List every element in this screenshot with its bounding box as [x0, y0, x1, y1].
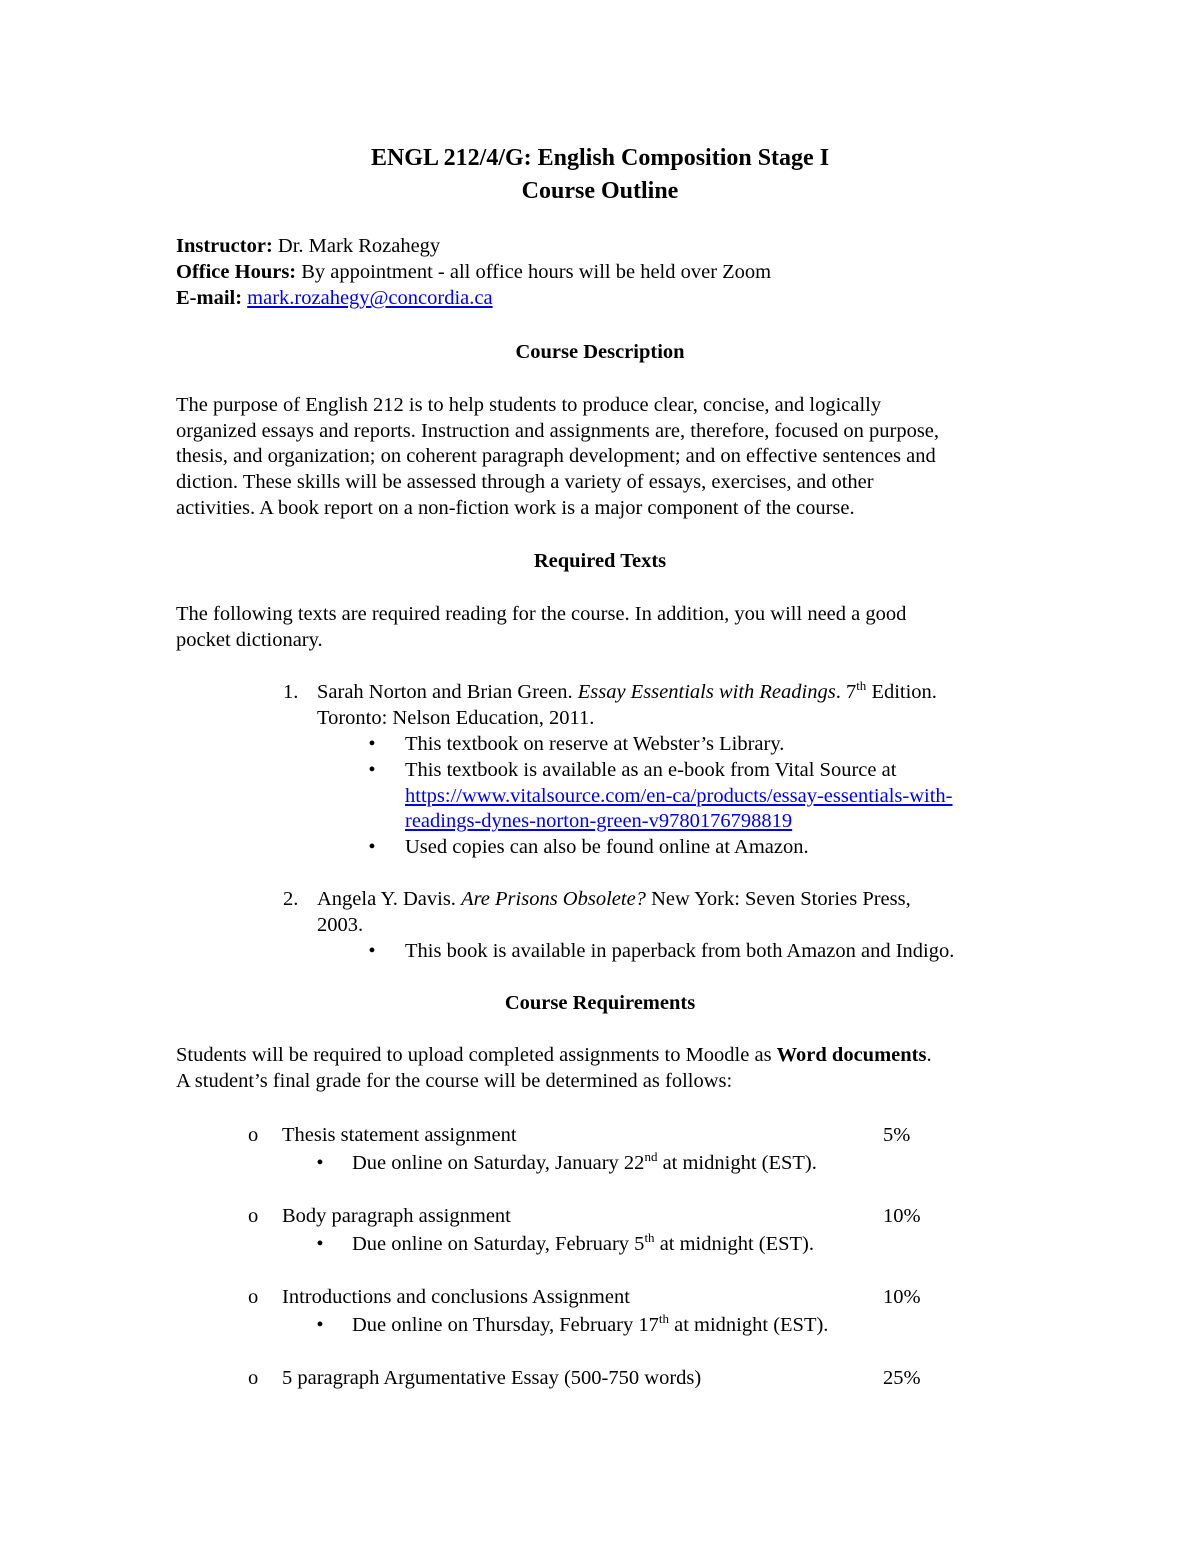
description-line: activities. A book report on a non-fiction work is a major component of the course. [176, 497, 855, 519]
due-date-text: Due online on Saturday, February 5 [352, 1233, 645, 1255]
grade-item-name: Body paragraph assignment [282, 1205, 511, 1227]
book-1-publisher: Toronto: Nelson Education, 2011. [317, 707, 595, 729]
book-1-note: This textbook is available as an e-book from Vital Source at [405, 759, 897, 781]
book-2-title: Are Prisons Obsolete? [461, 888, 646, 910]
description-line: The purpose of English 212 is to help students to produce clear, concise, and logically [176, 394, 882, 416]
office-hours-label: Office Hours: [176, 261, 297, 283]
course-description-heading: Course Description [515, 341, 685, 363]
circle-bullet-icon: o [248, 1286, 259, 1308]
grade-item-weight: 10% [883, 1286, 921, 1308]
grade-item-due [352, 1312, 828, 1338]
bullet-icon: • [316, 1314, 324, 1336]
book-1-edition-rest: Edition. [866, 681, 937, 703]
grade-item-weight: 25% [883, 1367, 921, 1389]
document-subtitle: Course Outline [521, 178, 679, 204]
document-title: ENGL 212/4/G: English Composition Stage I [370, 145, 830, 171]
email-link[interactable]: mark.rozahegy@concordia.ca [247, 287, 493, 309]
required-texts-heading: Required Texts [533, 550, 667, 572]
bullet-icon: • [316, 1233, 324, 1255]
texts-intro-line: pocket dictionary. [176, 629, 323, 651]
grade-item-due [352, 1150, 817, 1176]
email-line [176, 285, 493, 311]
instructor-name: Dr. Mark Rozahegy [277, 235, 441, 257]
bullet-icon: • [316, 1152, 324, 1174]
office-hours-value: By appointment - all office hours will be held over Zoom [301, 261, 772, 283]
course-requirements-heading: Course Requirements [504, 992, 696, 1014]
book-1-authors: Sarah Norton and Brian Green. [317, 681, 578, 703]
book-1-note: Used copies can also be found online at Amazon. [405, 836, 809, 858]
bullet-icon: • [368, 836, 376, 858]
grade-item-name: Thesis statement assignment [282, 1124, 517, 1146]
due-time-text: at midnight (EST). [654, 1233, 814, 1255]
requirements-intro-text: Students will be required to upload completed assignments to Moodle as [176, 1044, 777, 1066]
due-date-text: Due online on Saturday, January 22 [352, 1152, 645, 1174]
book-2-number: 2. [283, 888, 299, 910]
vitalsource-link-cont[interactable] [405, 808, 792, 834]
vitalsource-link-part1[interactable]: https://www.vitalsource.com/en-ca/products/essay-essentials-with- [405, 785, 953, 807]
vitalsource-link[interactable] [405, 783, 952, 809]
grade-item-due [352, 1231, 814, 1257]
due-date-suffix: th [644, 1230, 655, 1245]
bullet-icon: • [368, 733, 376, 755]
instructor-line [176, 233, 440, 259]
bullet-icon: • [368, 759, 376, 781]
instructor-label: Instructor: [176, 235, 273, 257]
requirements-intro-period: . [926, 1044, 932, 1066]
book-2-citation [317, 886, 911, 912]
book-2-year: 2003. [317, 914, 364, 936]
description-line: diction. These skills will be assessed through a variety of essays, exercises, and other [176, 471, 874, 493]
vitalsource-link-part2[interactable]: readings-dynes-norton-green-v9780176798819 [405, 810, 793, 832]
due-time-text: at midnight (EST). [657, 1152, 817, 1174]
book-2-publisher: New York: Seven Stories Press, [645, 888, 911, 910]
circle-bullet-icon: o [248, 1367, 259, 1389]
book-2-authors: Angela Y. Davis. [317, 888, 462, 910]
grade-item-weight: 10% [883, 1205, 921, 1227]
word-documents-emphasis: Word documents [776, 1044, 927, 1066]
requirements-intro-line [176, 1042, 932, 1068]
description-line: thesis, and organization; on coherent paragraph development; and on effective sentences and [176, 445, 936, 467]
grade-item-name: Introductions and conclusions Assignment [282, 1286, 630, 1308]
requirements-intro-line: A student’s final grade for the course will be determined as follows: [176, 1070, 733, 1092]
circle-bullet-icon: o [248, 1124, 259, 1146]
due-date-text: Due online on Thursday, February 17 [352, 1314, 659, 1336]
due-date-suffix: th [658, 1311, 669, 1326]
book-1-number: 1. [283, 681, 299, 703]
due-date-suffix: nd [644, 1149, 658, 1164]
office-hours-line [176, 259, 771, 285]
book-1-note: This textbook on reserve at Webster’s Library. [405, 733, 785, 755]
book-1-edition-suffix: th [856, 678, 867, 693]
grade-item-weight: 5% [883, 1124, 911, 1146]
description-line: organized essays and reports. Instruction and assignments are, therefore, focused on purpose, [176, 420, 940, 442]
email-label: E-mail: [176, 287, 243, 309]
book-1-edition: . 7 [835, 681, 857, 703]
circle-bullet-icon: o [248, 1205, 259, 1227]
book-1-title: Essay Essentials with Readings [577, 681, 836, 703]
texts-intro-line: The following texts are required reading for the course. In addition, you will need a good [176, 603, 907, 625]
grade-item-name: 5 paragraph Argumentative Essay (500-750 words) [282, 1367, 702, 1389]
bullet-icon: • [368, 940, 376, 962]
due-time-text: at midnight (EST). [669, 1314, 829, 1336]
book-2-note: This book is available in paperback from both Amazon and Indigo. [405, 940, 955, 962]
book-1-citation [317, 679, 937, 705]
